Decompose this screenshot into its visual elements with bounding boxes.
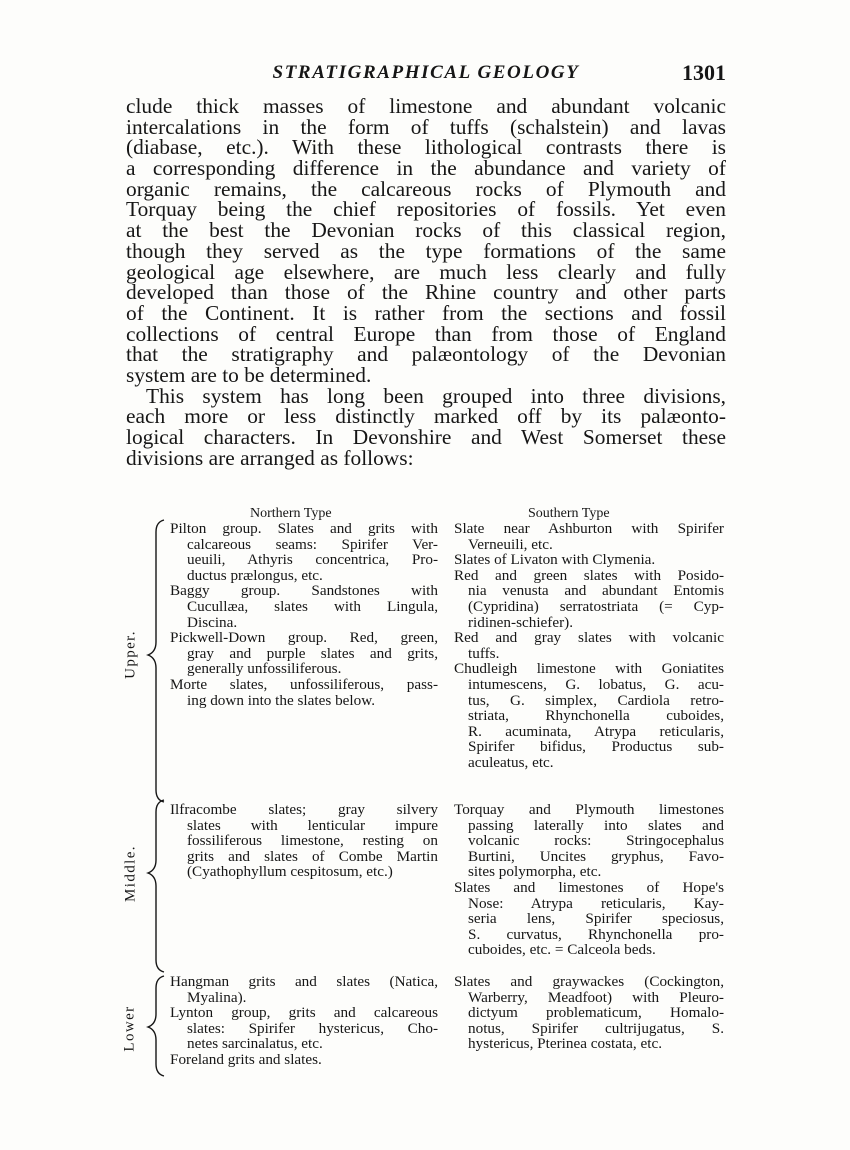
page-number: 1301 [682, 60, 726, 85]
entry-line: aculeatus, etc. [468, 753, 554, 771]
entry-line: grits and slates of Combe Martin [187, 847, 438, 865]
entry-line: dictyum problematicum, Homalo- [468, 1004, 724, 1022]
entry-line: Red and green slates with Posido- [454, 566, 724, 584]
entry-line: Ilfracombe slates; gray silvery [170, 801, 438, 818]
table-entry [454, 974, 724, 1052]
running-title: STRATIGRAPHICAL GEOLOGY [272, 62, 580, 83]
upper-southern-column [454, 521, 724, 771]
entry-line: Nose: Atrypa reticularis, Kay- [468, 894, 724, 912]
entry-line: Cucullæa, slates with Lingula, [187, 597, 438, 615]
text-line: at the best the Devonian rocks of this classical region, [126, 218, 726, 243]
table-entry [454, 880, 724, 958]
entry-line: Slates of Livaton with Clymenia. [454, 551, 656, 569]
entry-line: slates: Spirifer hystericus, Cho- [187, 1019, 438, 1037]
middle-brace [148, 800, 164, 972]
upper-brace [148, 520, 164, 802]
text-line: though they served as the type formations of the same [126, 238, 726, 263]
text-line: a corresponding difference in the abundance and variety of [126, 156, 726, 181]
entry-line: R. acuminata, Atrypa reticularis, [468, 722, 724, 740]
upper-northern-column [170, 521, 438, 708]
table-entry [170, 583, 438, 630]
text-line: collections of central Europe than from those of England [126, 321, 726, 346]
entry-line: Verneuili, etc. [468, 535, 553, 553]
entry-line: Lynton group, grits and calcareous [170, 1004, 438, 1022]
entry-line: ing down into the slates below. [187, 691, 375, 709]
table-entry [170, 802, 438, 880]
entry-line: passing laterally into slates and [468, 816, 724, 834]
entry-line: intumescens, G. lobatus, G. acu- [468, 675, 724, 693]
text-line: This system has long been grouped into three divisions, [146, 383, 726, 408]
entry-line: sites polymorpha, etc. [468, 863, 602, 881]
entry-line: seria lens, Spirifer speciosus, [468, 910, 724, 928]
middle-northern-column [170, 802, 438, 880]
entry-line: tuffs. [468, 644, 500, 662]
text-line: that the stratigraphy and palæontology of the Devonian [126, 342, 726, 367]
text-line: (diabase, etc.). With these lithological contrasts there is [126, 135, 726, 160]
lower-southern-column [454, 974, 724, 1052]
entry-line: Discina. [187, 613, 238, 631]
entry-line: (Cypridina) serratostriata (= Cyp- [468, 597, 724, 615]
table-entry [454, 661, 724, 770]
entry-line: ueuili, Athyris concentrica, Pro- [187, 551, 438, 569]
table-entry [454, 568, 724, 630]
entry-line: Burtini, Uncites gryphus, Favo- [468, 847, 724, 865]
text-line: organic remains, the calcareous rocks of Plymouth and [126, 176, 726, 201]
middle-division-label: Middle. [122, 845, 139, 902]
northern-type-heading: Northern Type [250, 506, 332, 521]
table-entry [170, 630, 438, 677]
table-entry [170, 1005, 438, 1052]
entry-line: Pickwell-Down group. Red, green, [170, 629, 438, 647]
text-line: each more or less distinctly marked off by its palæonto- [126, 404, 726, 429]
table-entry [454, 802, 724, 880]
entry-line: Red and gray slates with volcanic [454, 629, 724, 647]
text-line: divisions are arranged as follows: [126, 445, 414, 470]
table-entry [170, 677, 438, 708]
entry-line: Spirifer bifidus, Productus sub- [468, 738, 724, 756]
entry-line: striata, Rhynchonella cuboides, [468, 707, 724, 725]
text-line: system are to be determined. [126, 362, 372, 387]
text-line: intercalations in the form of tuffs (schalstein) and lavas [126, 114, 726, 139]
entry-line: S. curvatus, Rhynchonella pro- [468, 925, 724, 943]
entry-line: Chudleigh limestone with Goniatites [454, 660, 724, 678]
table-entry [170, 521, 438, 583]
entry-line: Warberry, Meadfoot) with Pleuro- [468, 988, 724, 1006]
lower-division-label: Lower [121, 1005, 138, 1052]
lower-brace [148, 976, 164, 1076]
entry-line: Slates and limestones of Hope's [454, 878, 724, 896]
entry-line: Myalina). [187, 988, 247, 1006]
entry-line: ridinen-schiefer). [468, 613, 573, 631]
middle-southern-column [454, 802, 724, 958]
table-entry [170, 1052, 438, 1068]
entry-line: Foreland grits and slates. [170, 1050, 322, 1068]
southern-type-heading: Southern Type [528, 506, 610, 521]
text-line: geological age elsewhere, are much less clearly and fully [126, 259, 726, 284]
entry-line: (Cyathophyllum cespitosum, etc.) [187, 863, 393, 881]
entry-line: volcanic rocks: Stringocephalus [468, 832, 724, 850]
entry-line: cuboides, etc. = Calceola beds. [468, 941, 656, 959]
text-line: developed than those of the Rhine country and other parts [126, 280, 726, 305]
entry-line: Torquay and Plymouth limestones [454, 801, 724, 818]
entry-line: Hangman grits and slates (Natica, [170, 973, 438, 990]
entry-line: tus, G. simplex, Cardiola retro- [468, 691, 724, 709]
table-entry [454, 521, 724, 552]
entry-line: calcareous seams: Spirifer Ver- [187, 535, 438, 553]
entry-line: netes sarcinalatus, etc. [187, 1035, 323, 1053]
entry-line: Morte slates, unfossiliferous, pass- [170, 675, 438, 693]
entry-line: fossiliferous limestone, resting on [187, 832, 438, 850]
text-line: logical characters. In Devonshire and West Somerset these [126, 425, 726, 449]
entry-line: generally unfossiliferous. [187, 660, 342, 678]
entry-line: notus, Spirifer cultrijugatus, S. [468, 1019, 724, 1037]
table-entry [454, 552, 724, 568]
entry-line: hystericus, Pterinea costata, etc. [468, 1035, 662, 1053]
entry-line: Baggy group. Sandstones with [170, 582, 438, 600]
entry-line: Slate near Ashburton with Spirifer [454, 520, 724, 537]
table-entry [170, 974, 438, 1005]
entry-line: Pilton group. Slates and grits with [170, 520, 438, 537]
text-line: of the Continent. It is rather from the sections and fossil [126, 300, 726, 325]
entry-line: slates with lenticular impure [187, 816, 438, 834]
upper-division-label: Upper. [122, 630, 139, 679]
table-entry [454, 630, 724, 661]
entry-line: ductus prælongus, etc. [187, 566, 323, 584]
text-line: Torquay being the chief repositories of fossils. Yet even [126, 197, 726, 222]
entry-line: nia venusta and abundant Entomis [468, 582, 724, 600]
text-line: clude thick masses of limestone and abundant volcanic [126, 94, 726, 118]
entry-line: gray and purple slates and grits, [187, 644, 438, 662]
entry-line: Slates and graywackes (Cockington, [454, 973, 724, 990]
lower-northern-column [170, 974, 438, 1068]
